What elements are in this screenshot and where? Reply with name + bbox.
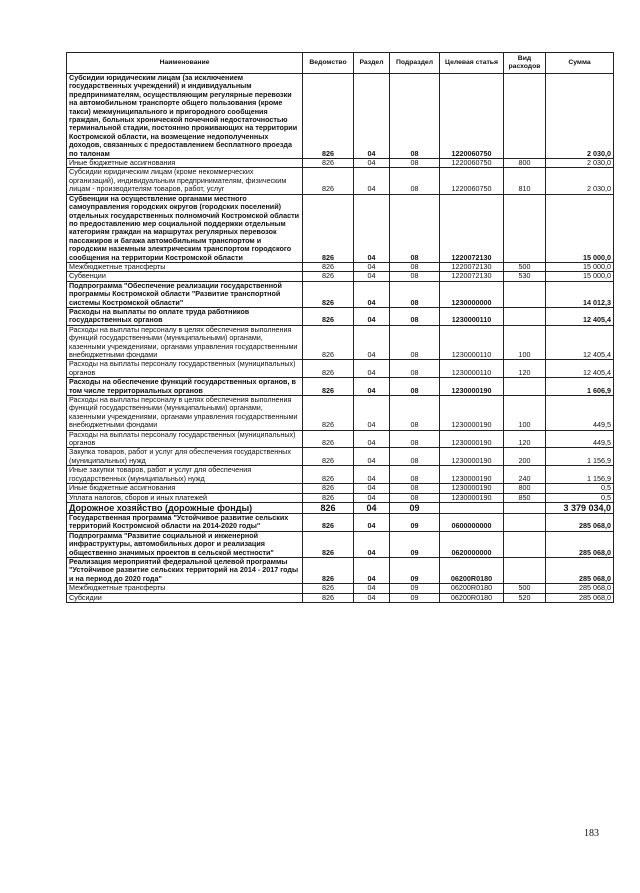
header-razdel: Раздел	[354, 53, 390, 74]
cell-summa: 1 156,9	[546, 448, 614, 466]
cell-podrazdel: 08	[390, 168, 440, 194]
cell-razdel: 04	[354, 325, 390, 360]
cell-podrazdel: 08	[390, 272, 440, 281]
cell-podrazdel: 08	[390, 378, 440, 396]
table-row	[67, 593, 614, 602]
table-row	[67, 272, 614, 281]
cell-vid	[504, 194, 546, 262]
cell-vedomstvo: 826	[303, 502, 354, 513]
cell-vedomstvo: 826	[303, 74, 354, 159]
table-row	[67, 557, 614, 583]
cell-statya: 1230000190	[440, 448, 504, 466]
cell-vid: 200	[504, 448, 546, 466]
cell-name: Расходы на выплаты по оплате труда работников государственных органов	[67, 307, 303, 325]
cell-statya: 1220060750	[440, 159, 504, 168]
cell-summa: 285 068,0	[546, 531, 614, 557]
cell-podrazdel: 08	[390, 262, 440, 271]
cell-name: Иные бюджетные ассигнования	[67, 159, 303, 168]
cell-vid	[504, 307, 546, 325]
cell-summa: 2 030,0	[546, 74, 614, 159]
cell-podrazdel: 08	[390, 493, 440, 502]
cell-razdel: 04	[354, 194, 390, 262]
page-number: 183	[584, 828, 599, 839]
cell-podrazdel: 08	[390, 484, 440, 493]
cell-name: Расходы на обеспечение функций государственных органов, в том числе территориальных органов	[67, 378, 303, 396]
cell-podrazdel: 08	[390, 360, 440, 378]
cell-vid	[504, 531, 546, 557]
cell-name: Субсидии юридическим лицам (кроме некоммерческих организаций), индивидуальным предпринимателям, физическим лицам - производителям товаров, работ, услуг	[67, 168, 303, 194]
cell-statya: 1220072130	[440, 194, 504, 262]
cell-podrazdel: 08	[390, 396, 440, 431]
header-summa: Сумма	[546, 53, 614, 74]
cell-razdel: 04	[354, 168, 390, 194]
cell-podrazdel: 09	[390, 557, 440, 583]
cell-razdel: 04	[354, 262, 390, 271]
cell-vedomstvo: 826	[303, 325, 354, 360]
cell-vid	[504, 74, 546, 159]
cell-podrazdel: 08	[390, 159, 440, 168]
cell-name: Расходы на выплаты персоналу в целях обеспечения выполнения функций государственными (муниципальными) органами, казенными учреждениями, органами управления государственными внебюджетными фондами	[67, 325, 303, 360]
cell-name: Субвенции на осуществление органами местного самоуправления городских округов (городских поселений) отдельных государственных полномочий Костромской области по предоставлению мер социальной поддержки отдельным категориям граждан на маршрутах регулярных перевозок пассажиров и багажа автомобильным транспортом и городским наземным электрическим транспортом городского сообщения на территории Костромской области	[67, 194, 303, 262]
cell-statya: 06200R0180	[440, 593, 504, 602]
cell-razdel: 04	[354, 584, 390, 593]
cell-summa: 0,5	[546, 484, 614, 493]
header-name: Наименование	[67, 53, 303, 74]
cell-vedomstvo: 826	[303, 262, 354, 271]
budget-table	[66, 52, 614, 603]
cell-statya: 1220060750	[440, 74, 504, 159]
cell-statya: 1230000110	[440, 360, 504, 378]
cell-vedomstvo: 826	[303, 593, 354, 602]
table-row	[67, 194, 614, 262]
header-podrazdel: Подраздел	[390, 53, 440, 74]
cell-name: Уплата налогов, сборов и иных платежей	[67, 493, 303, 502]
cell-summa: 15 000,0	[546, 272, 614, 281]
cell-statya: 1230000190	[440, 466, 504, 484]
cell-vedomstvo: 826	[303, 584, 354, 593]
cell-vid: 500	[504, 584, 546, 593]
cell-vid	[504, 281, 546, 307]
cell-razdel: 04	[354, 466, 390, 484]
cell-summa: 0,5	[546, 493, 614, 502]
cell-vedomstvo: 826	[303, 396, 354, 431]
cell-summa: 285 068,0	[546, 513, 614, 531]
cell-summa: 15 000,0	[546, 262, 614, 271]
cell-summa: 449,5	[546, 430, 614, 448]
cell-razdel: 04	[354, 272, 390, 281]
cell-name: Закупка товаров, работ и услуг для обеспечения государственных (муниципальных) нужд	[67, 448, 303, 466]
cell-vedomstvo: 826	[303, 513, 354, 531]
table-row	[67, 513, 614, 531]
table-row	[67, 493, 614, 502]
table-row	[67, 466, 614, 484]
table-row	[67, 159, 614, 168]
cell-razdel: 04	[354, 531, 390, 557]
cell-podrazdel: 09	[390, 502, 440, 513]
cell-vid: 800	[504, 159, 546, 168]
cell-summa: 12 405,4	[546, 360, 614, 378]
cell-vid	[504, 513, 546, 531]
cell-razdel: 04	[354, 360, 390, 378]
header-statya: Целевая статья	[440, 53, 504, 74]
cell-podrazdel: 09	[390, 531, 440, 557]
table-row	[67, 281, 614, 307]
cell-razdel: 04	[354, 502, 390, 513]
cell-razdel: 04	[354, 430, 390, 448]
cell-razdel: 04	[354, 484, 390, 493]
cell-statya: 1230000190	[440, 484, 504, 493]
table-row	[67, 74, 614, 159]
cell-podrazdel: 08	[390, 194, 440, 262]
cell-vedomstvo: 826	[303, 168, 354, 194]
table-header-row	[67, 53, 614, 74]
table-body	[67, 74, 614, 603]
cell-statya: 1230000110	[440, 325, 504, 360]
cell-vid: 800	[504, 484, 546, 493]
cell-name: Расходы на выплаты персоналу в целях обеспечения выполнения функций государственными (муниципальными) органами, казенными учреждениями, органами управления государственными внебюджетными фондами	[67, 396, 303, 431]
cell-statya	[440, 502, 504, 513]
table-row	[67, 325, 614, 360]
cell-name: Иные закупки товаров, работ и услуг для обеспечения государственных (муниципальных) нужд	[67, 466, 303, 484]
cell-vid: 100	[504, 325, 546, 360]
cell-vid: 240	[504, 466, 546, 484]
cell-razdel: 04	[354, 593, 390, 602]
cell-summa: 12 405,4	[546, 307, 614, 325]
table-row	[67, 262, 614, 271]
cell-vedomstvo: 826	[303, 493, 354, 502]
table-row	[67, 448, 614, 466]
table-row	[67, 531, 614, 557]
cell-name: Подпрограмма "Развитие социальной и инженерной инфраструктуры, автомобильных дорог и реализация общественно значимых проектов в сельской местности"	[67, 531, 303, 557]
cell-summa: 285 068,0	[546, 593, 614, 602]
cell-razdel: 04	[354, 281, 390, 307]
cell-podrazdel: 08	[390, 448, 440, 466]
cell-vid: 850	[504, 493, 546, 502]
cell-name: Субсидии	[67, 593, 303, 602]
cell-statya: 1230000190	[440, 396, 504, 431]
table-row	[67, 378, 614, 396]
cell-statya: 1220060750	[440, 168, 504, 194]
cell-vid: 120	[504, 430, 546, 448]
cell-name: Межбюджетные трансферты	[67, 584, 303, 593]
cell-razdel: 04	[354, 513, 390, 531]
cell-name: Субвенции	[67, 272, 303, 281]
cell-statya: 1230000190	[440, 378, 504, 396]
cell-statya: 1230000190	[440, 493, 504, 502]
table-row	[67, 430, 614, 448]
cell-podrazdel: 08	[390, 325, 440, 360]
table-row	[67, 360, 614, 378]
cell-name: Иные бюджетные ассигнования	[67, 484, 303, 493]
cell-vedomstvo: 826	[303, 557, 354, 583]
cell-statya: 1230000000	[440, 281, 504, 307]
cell-vedomstvo: 826	[303, 430, 354, 448]
cell-name: Расходы на выплаты персоналу государственных (муниципальных) органов	[67, 430, 303, 448]
cell-vedomstvo: 826	[303, 272, 354, 281]
table-row	[67, 502, 614, 513]
cell-vedomstvo: 826	[303, 378, 354, 396]
cell-summa: 1 156,9	[546, 466, 614, 484]
cell-name: Межбюджетные трансферты	[67, 262, 303, 271]
cell-razdel: 04	[354, 159, 390, 168]
cell-podrazdel: 09	[390, 584, 440, 593]
cell-vedomstvo: 826	[303, 531, 354, 557]
table-row	[67, 168, 614, 194]
cell-vid: 500	[504, 262, 546, 271]
cell-summa: 15 000,0	[546, 194, 614, 262]
cell-name: Дорожное хозяйство (дорожные фонды)	[67, 502, 303, 513]
cell-podrazdel: 09	[390, 513, 440, 531]
cell-summa: 3 379 034,0	[546, 502, 614, 513]
cell-vid: 120	[504, 360, 546, 378]
cell-vid	[504, 378, 546, 396]
cell-vedomstvo: 826	[303, 484, 354, 493]
cell-summa: 14 012,3	[546, 281, 614, 307]
cell-vid: 530	[504, 272, 546, 281]
cell-statya: 06200R0180	[440, 557, 504, 583]
cell-vedomstvo: 826	[303, 281, 354, 307]
cell-name: Расходы на выплаты персоналу государственных (муниципальных) органов	[67, 360, 303, 378]
cell-name: Субсидии юридическим лицам (за исключением государственных учреждений) и индивидуальным предпринимателям, осуществляющим регулярные перевозки на автомобильном транспорте общего пользования (кроме такси) межмуниципального и пригородного сообщения граждан, больных хронической почечной недостаточностью терминальной стадии, постоянно проживающих на территории Костромской области, на возмещение недополученных доходов, связанных с предоставлением бесплатного проезда по талонам	[67, 74, 303, 159]
cell-vid: 100	[504, 396, 546, 431]
cell-summa: 449,5	[546, 396, 614, 431]
header-vid: Вид расходов	[504, 53, 546, 74]
cell-statya: 0620000000	[440, 531, 504, 557]
cell-summa: 2 030,0	[546, 159, 614, 168]
cell-podrazdel: 08	[390, 430, 440, 448]
cell-vedomstvo: 826	[303, 448, 354, 466]
table-row	[67, 396, 614, 431]
cell-podrazdel: 08	[390, 466, 440, 484]
cell-razdel: 04	[354, 448, 390, 466]
cell-razdel: 04	[354, 396, 390, 431]
cell-podrazdel: 08	[390, 74, 440, 159]
cell-statya: 0600000000	[440, 513, 504, 531]
cell-vedomstvo: 826	[303, 466, 354, 484]
cell-summa: 285 068,0	[546, 557, 614, 583]
cell-razdel: 04	[354, 74, 390, 159]
cell-vedomstvo: 826	[303, 360, 354, 378]
cell-summa: 285 068,0	[546, 584, 614, 593]
cell-statya: 1220072130	[440, 272, 504, 281]
cell-vid	[504, 557, 546, 583]
cell-statya: 1230000110	[440, 307, 504, 325]
cell-summa: 1 606,9	[546, 378, 614, 396]
cell-razdel: 04	[354, 557, 390, 583]
header-vedomstvo: Ведомство	[303, 53, 354, 74]
cell-vedomstvo: 826	[303, 307, 354, 325]
cell-name: Реализация мероприятий федеральной целевой программы "Устойчивое развитие сельских территорий на 2014 - 2017 годы и на период до 2020 года"	[67, 557, 303, 583]
cell-razdel: 04	[354, 378, 390, 396]
cell-name: Подпрограмма "Обеспечение реализации государственной программы Костромской области "Развитие транспортной системы Костромской области"	[67, 281, 303, 307]
cell-vedomstvo: 826	[303, 194, 354, 262]
table-row	[67, 584, 614, 593]
cell-statya: 06200R0180	[440, 584, 504, 593]
cell-statya: 1220072130	[440, 262, 504, 271]
table-row	[67, 484, 614, 493]
cell-vid: 520	[504, 593, 546, 602]
cell-summa: 12 405,4	[546, 325, 614, 360]
cell-vid	[504, 502, 546, 513]
cell-podrazdel: 08	[390, 307, 440, 325]
table-row	[67, 307, 614, 325]
cell-vid: 810	[504, 168, 546, 194]
cell-razdel: 04	[354, 307, 390, 325]
cell-podrazdel: 08	[390, 281, 440, 307]
cell-vedomstvo: 826	[303, 159, 354, 168]
budget-document	[66, 52, 613, 603]
cell-podrazdel: 09	[390, 593, 440, 602]
cell-razdel: 04	[354, 493, 390, 502]
cell-name: Государственная программа "Устойчивое развитие сельских территорий Костромской области на 2014-2020 годы"	[67, 513, 303, 531]
cell-summa: 2 030,0	[546, 168, 614, 194]
cell-statya: 1230000190	[440, 430, 504, 448]
